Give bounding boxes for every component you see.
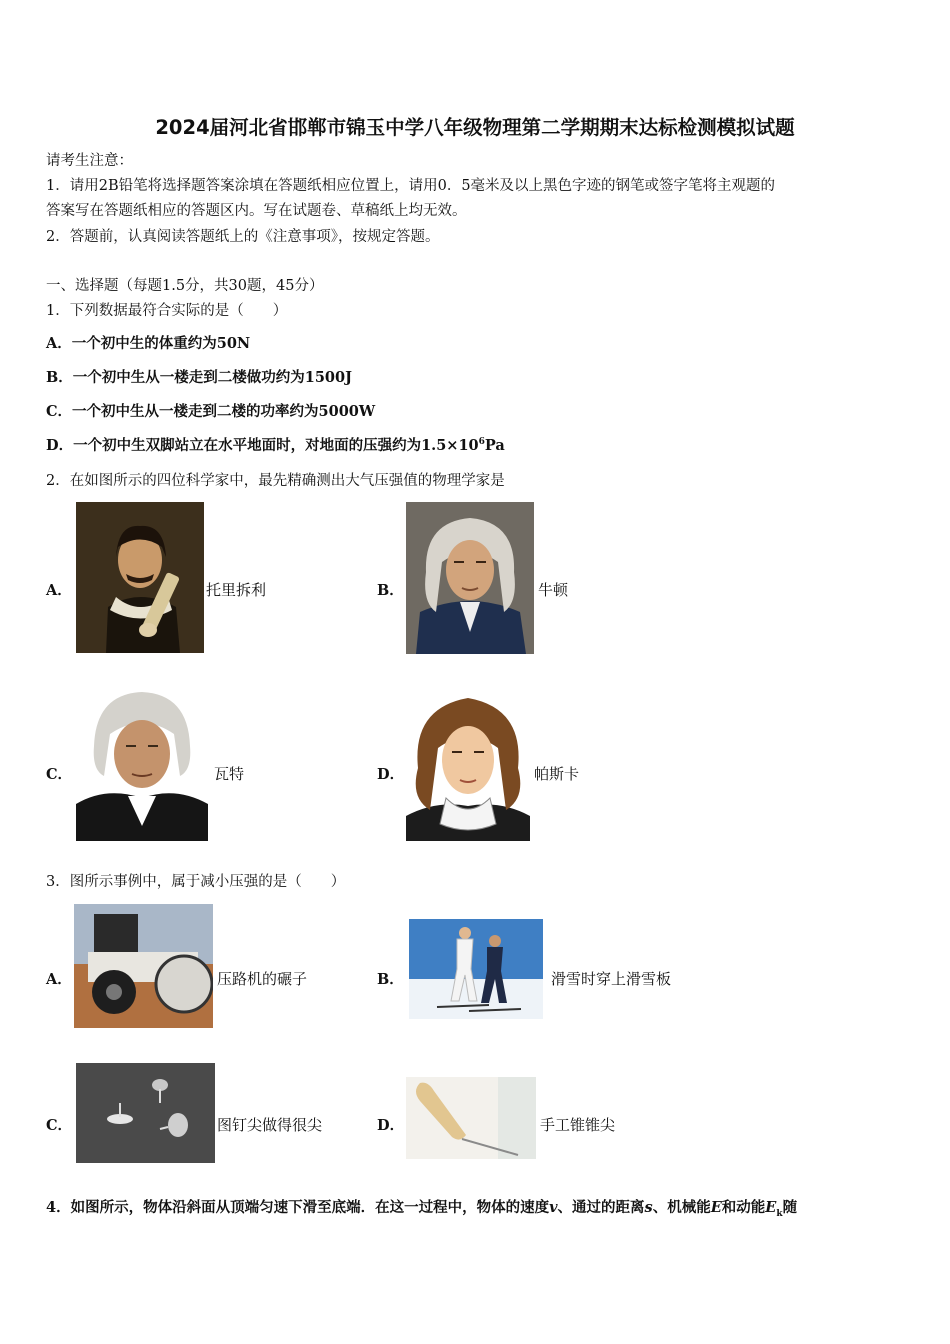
question-1-option-c: C．一个初中生从一楼走到二楼的功率约为5000W — [46, 403, 376, 420]
awl-photo — [406, 1077, 536, 1159]
q2-option-d-caption: 帕斯卡 — [534, 765, 580, 783]
question-3-stem: 3．图所示事例中，属于减小压强的是（ ） — [46, 874, 346, 890]
section-heading: 一、选择题（每题1.5分，共30题，45分） — [46, 278, 324, 294]
q3-option-d-letter: D． — [377, 1117, 405, 1134]
question-1-stem: 1．下列数据最符合实际的是（ ） — [46, 303, 288, 319]
question-2-stem: 2．在如图所示的四位科学家中，最先精确测出大气压强值的物理学家是 — [46, 473, 505, 489]
question-1-option-d — [46, 436, 505, 456]
q3-option-d-caption: 手工锥锥尖 — [540, 1116, 616, 1134]
notice-heading: 请考生注意： — [46, 153, 133, 169]
q4-text-3: 、机械能 — [652, 1199, 711, 1216]
q4-var-s: s — [644, 1199, 653, 1216]
q2-option-a-caption: 托里拆利 — [206, 581, 267, 599]
q4-text-4: 和动能 — [721, 1199, 766, 1216]
q2-option-c-caption: 瓦特 — [214, 765, 245, 783]
notice-item-1-line-1: 1．请用2B铅笔将选择题答案涂填在答题纸相应位置上，请用0．5毫米及以上黑色字迹的钢笔或签字笔将主观题的 — [46, 178, 776, 194]
q3-option-c-caption: 图钉尖做得很尖 — [217, 1116, 323, 1134]
option-d-exponent: 6 — [478, 437, 485, 447]
q2-option-d-letter: D． — [377, 766, 405, 783]
q4-var-ek-subscript: k — [776, 1208, 783, 1219]
question-4-stem — [46, 1198, 797, 1224]
portrait-pascal — [406, 688, 530, 841]
q3-option-b-letter: B． — [377, 971, 404, 988]
q3-option-a-caption: 压路机的碾子 — [217, 970, 308, 988]
thumbtacks-photo — [76, 1063, 215, 1163]
notice-item-1-line-2: 答案写在答题纸相应的答题区内。写在试题卷、草稿纸上均无效。 — [46, 203, 467, 219]
q4-var-ek: E — [765, 1199, 777, 1216]
portrait-torricelli — [76, 502, 204, 653]
q4-text-1: 4．如图所示，物体沿斜面从顶端匀速下滑至底端．在这一过程中，物体的速度 — [46, 1199, 550, 1216]
q3-option-b-caption: 滑雪时穿上滑雪板 — [551, 970, 672, 988]
skiers-photo — [409, 919, 543, 1019]
q2-option-a-letter: A． — [46, 582, 72, 599]
exam-title: 2024届河北省邯郸市锦玉中学八年级物理第二学期期末达标检测模拟试题 — [155, 116, 795, 139]
q4-text-2: 、通过的距离 — [557, 1199, 645, 1216]
q3-option-c-letter: C． — [46, 1117, 73, 1134]
road-roller-photo — [74, 904, 213, 1028]
portrait-watt — [76, 686, 208, 841]
option-d-unit: Pa — [484, 437, 505, 454]
q4-var-e: E — [710, 1199, 722, 1216]
question-1-option-a: A．一个初中生的体重约为50N — [46, 335, 251, 352]
question-1-option-b: B．一个初中生从一楼走到二楼做功约为1500J — [46, 369, 352, 386]
q4-text-5: 随 — [782, 1199, 798, 1216]
q2-option-c-letter: C． — [46, 766, 73, 783]
q3-option-a-letter: A． — [46, 971, 72, 988]
option-d-text: D．一个初中生双脚站立在水平地面时，对地面的压强约为1.5×10 — [46, 437, 479, 454]
portrait-newton — [406, 502, 534, 654]
q2-option-b-letter: B． — [377, 582, 404, 599]
q2-option-b-caption: 牛顿 — [538, 581, 569, 599]
q4-var-v: v — [549, 1199, 558, 1216]
notice-item-2: 2．答题前，认真阅读答题纸上的《注意事项》，按规定答题。 — [46, 229, 440, 245]
